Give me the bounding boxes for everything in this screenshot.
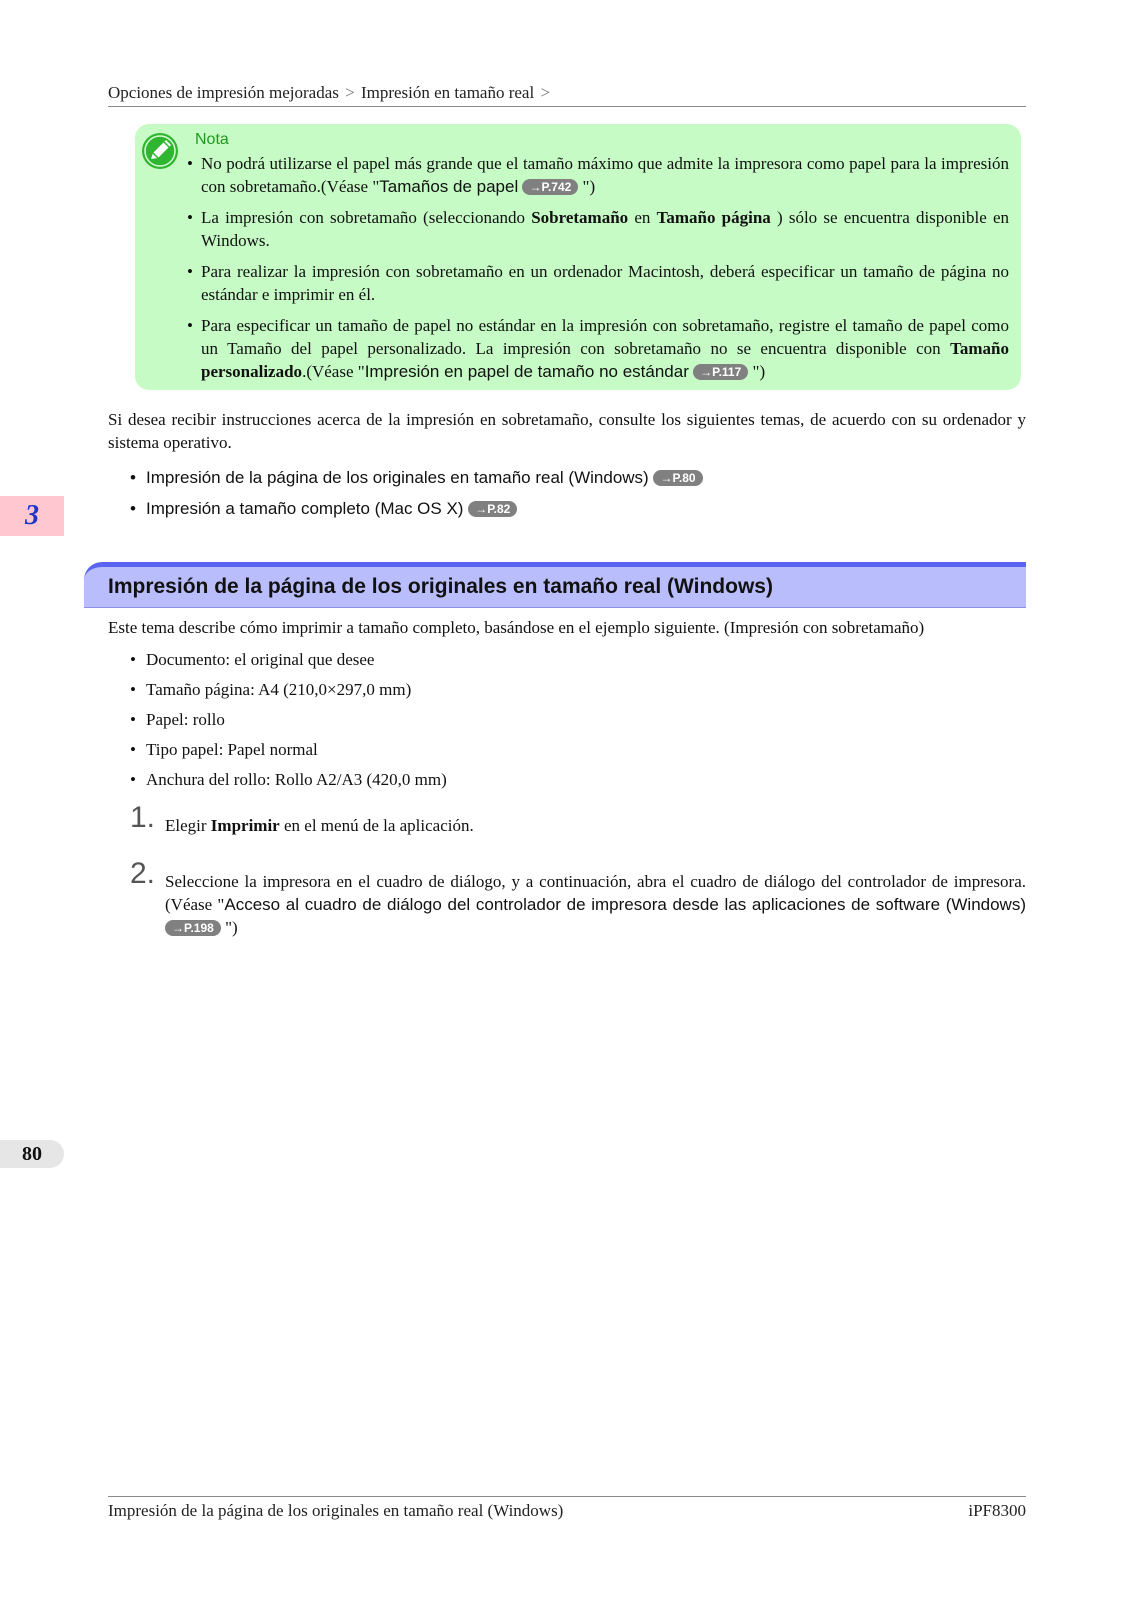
footer-title: Impresión de la página de los originales en tamaño real (Windows): [108, 1501, 564, 1520]
section-title: Impresión de la página de los originales en tamaño real (Windows): [108, 575, 773, 598]
breadcrumb-separator: >: [540, 83, 551, 102]
note-list: [187, 152, 1009, 391]
section-description: Este tema describe cómo imprimir a tamaño completo, basándose en el ejemplo siguiente. (Impresión con sobretamaño): [108, 618, 925, 637]
spec-item: • Documento: el original que desee: [130, 648, 447, 671]
note-box: [135, 124, 1021, 390]
spec-item: • Tipo papel: Papel normal: [130, 738, 447, 761]
pencil-icon: [141, 132, 179, 170]
example-spec-list: [130, 648, 447, 798]
step-number: 1.: [130, 801, 156, 834]
topic-links: [130, 466, 1010, 528]
note-item: • No podrá utilizarse el papel más grande que el tamaño máximo que admite la impresora como papel para la impresión con sobretamaño.(Véase "Tamaños de papel →P.742 "): [187, 152, 1009, 198]
breadcrumb: [108, 81, 1026, 107]
section-heading: [84, 562, 1026, 608]
footer: [108, 1496, 1026, 1522]
spec-item: • Anchura del rollo: Rollo A2/A3 (420,0 mm): [130, 768, 447, 791]
note-item: • Para especificar un tamaño de papel no estándar en la impresión con sobretamaño, registre el tamaño de papel como un Tamaño del papel personalizado. La impresión con sobretamaño no se encuentra disponible con Tamaño personalizado.(Véase "Impresión en papel de tamaño no estándar →P.117 "): [187, 314, 1009, 383]
page-ref-badge[interactable]: →P.198: [165, 920, 221, 936]
link-non-standard-paper[interactable]: Impresión en papel de tamaño no estándar: [364, 362, 689, 381]
chapter-tab[interactable]: 3: [0, 496, 64, 536]
step-text: Seleccione la impresora en el cuadro de diálogo, y a continuación, abra el cuadro de diálogo del controlador de impresora.(Véase "Acceso al cuadro de diálogo del controlador de impresora desde las aplicaciones de software (Windows) →P.198 "): [165, 872, 1027, 937]
page-ref-badge[interactable]: →P.82: [468, 501, 517, 517]
spec-item: • Tamaño página: A4 (210,0×297,0 mm): [130, 678, 447, 701]
topic-link-item[interactable]: • Impresión de la página de los originales en tamaño real (Windows) →P.80: [130, 466, 1010, 489]
breadcrumb-separator: >: [345, 83, 355, 102]
step-1: [130, 801, 1026, 837]
step-2: [130, 857, 1027, 939]
page-ref-badge[interactable]: →P.742: [522, 179, 578, 195]
link-driver-dialog[interactable]: Acceso al cuadro de diálogo del controlador de impresora desde las aplicaciones de software (Windows): [224, 895, 1027, 914]
spec-item: • Papel: rollo: [130, 708, 447, 731]
topic-link-item[interactable]: • Impresión a tamaño completo (Mac OS X) →P.82: [130, 497, 1010, 520]
page-ref-badge[interactable]: →P.80: [653, 470, 702, 486]
step-number: 2.: [130, 857, 156, 890]
breadcrumb-item[interactable]: Impresión en tamaño real: [360, 83, 535, 102]
note-item: • La impresión con sobretamaño (seleccionando Sobretamaño en Tamaño página ) sólo se encuentra disponible en Windows.: [187, 206, 1009, 252]
step-text: Elegir Imprimir en el menú de la aplicación.: [165, 816, 474, 835]
page-number: 80: [0, 1140, 64, 1168]
page-ref-badge[interactable]: →P.117: [693, 364, 748, 380]
note-title: Nota: [195, 131, 229, 148]
footer-model: iPF8300: [968, 1501, 1026, 1520]
note-item: • Para realizar la impresión con sobretamaño en un ordenador Macintosh, deberá especificar un tamaño de página no estándar e imprimir en él.: [187, 260, 1009, 306]
link-paper-sizes[interactable]: Tamaños de papel: [379, 177, 519, 196]
intro-paragraph: Si desea recibir instrucciones acerca de la impresión en sobretamaño, consulte los siguientes temas, de acuerdo con su ordenador y sistema operativo.: [108, 410, 1026, 452]
breadcrumb-item[interactable]: Opciones de impresión mejoradas: [108, 83, 339, 102]
